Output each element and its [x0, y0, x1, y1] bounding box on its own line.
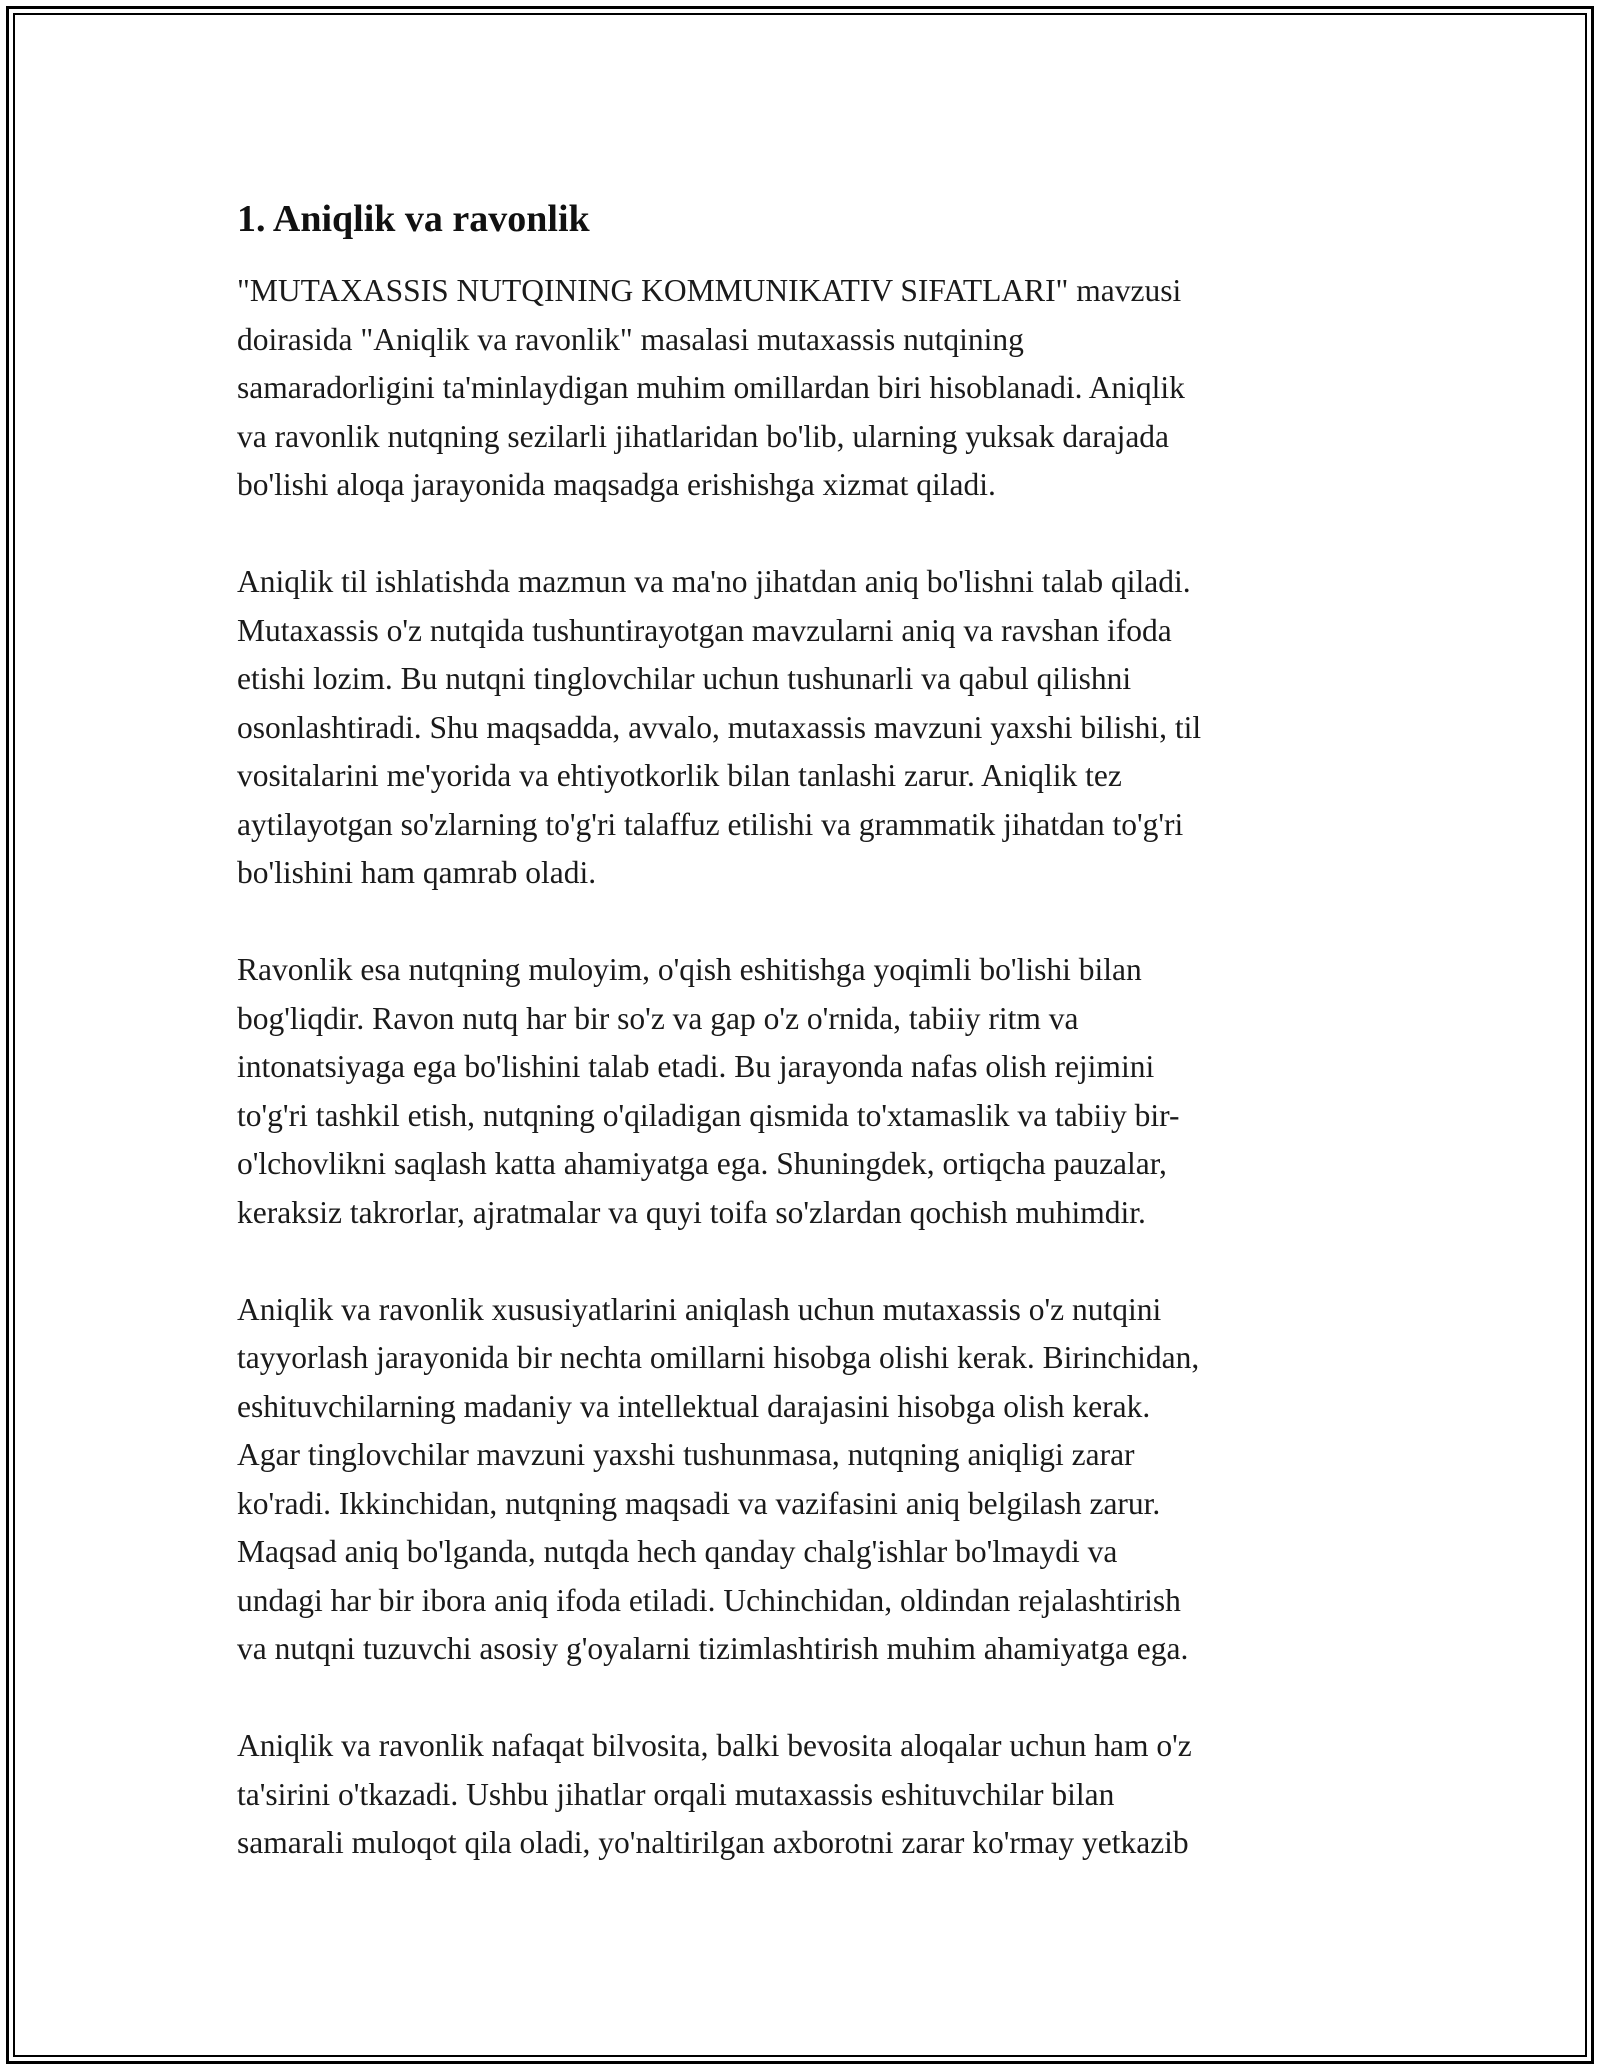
paragraph-2: Aniqlik til ishlatishda mazmun va ma'no jihatdan aniq bo'lishni talab qiladi. Mutaxassis o'z nutqida tushuntirayotgan mavzularni aniq va ravshan ifoda etishi lozim. Bu nutqni tinglovchilar uchun tushunarli va qabul qilishni osonlashtiradi. Shu maqsadda, avvalo, mutaxassis mavzuni yaxshi bilishi, til vositalarini me'yorida va ehtiyotkorlik bilan tanlashi zarur. Aniqlik tez aytilayotgan so'zlarning to'g'ri talaffuz etilishi va grammatik jihatdan to'g'ri bo'lishini ham qamrab oladi. [237, 564, 1202, 890]
section-heading: 1. Aniqlik va ravonlik [237, 198, 590, 240]
paragraph-3: Ravonlik esa nutqning muloyim, o'qish eshitishga yoqimli bo'lishi bilan bog'liqdir. Ravon nutq har bir so'z va gap o'z o'rnida, tabiiy ritm va intonatsiyaga ega bo'lishini talab etadi. Bu jarayonda nafas olish rejimini to'g'ri tashkil etish, nutqning o'qiladigan qismida to'xtamaslik va tabiiy bir- o'lchovlikni saqlash katta ahamiyatga ega. Shuningdek, ortiqcha pauzalar, keraksiz takrorlar, ajratmalar va quyi toifa so'zlardan qochish muhimdir. [237, 952, 1180, 1230]
page-border [6, 6, 1594, 2064]
paragraph-5: Aniqlik va ravonlik nafaqat bilvosita, balki bevosita aloqalar uchun ham o'z ta'sirini o'tkazadi. Ushbu jihatlar orqali mutaxassis eshituvchilar bilan samarali muloqot qila oladi, yo'naltirilgan axborotni zarar ko'rmay yetkazib [237, 1728, 1192, 1860]
page-inner-border [13, 13, 1587, 2057]
paragraph-1: "MUTAXASSIS NUTQINING KOMMUNIKATIV SIFATLARI" mavzusi doirasida "Aniqlik va ravonlik" masalasi mutaxassis nutqining samaradorligini ta'minlaydigan muhim omillardan biri hisoblanadi. Aniqlik va ravonlik nutqning sezilarli jihatlaridan bo'lib, ularning yuksak darajada bo'lishi aloqa jarayonida maqsadga erishishga xizmat qiladi. [237, 273, 1185, 502]
paragraph-4: Aniqlik va ravonlik xususiyatlarini aniqlash uchun mutaxassis o'z nutqini tayyorlash jarayonida bir nechta omillarni hisobga olishi kerak. Birinchidan, eshituvchilarning madaniy va intellektual darajasini hisobga olish kerak. Agar tinglovchilar mavzuni yaxshi tushunmasa, nutqning aniqligi zarar ko'radi. Ikkinchidan, nutqning maqsadi va vazifasini aniq belgilash zarur. Maqsad aniq bo'lganda, nutqda hech qanday chalg'ishlar bo'lmaydi va undagi har bir ibora aniq ifoda etiladi. Uchinchidan, oldindan rejalashtirish va nutqni tuzuvchi asosiy g'oyalarni tizimlashtirish muhim ahamiyatga ega. [237, 1291, 1200, 1666]
document-body [237, 195, 1387, 1868]
